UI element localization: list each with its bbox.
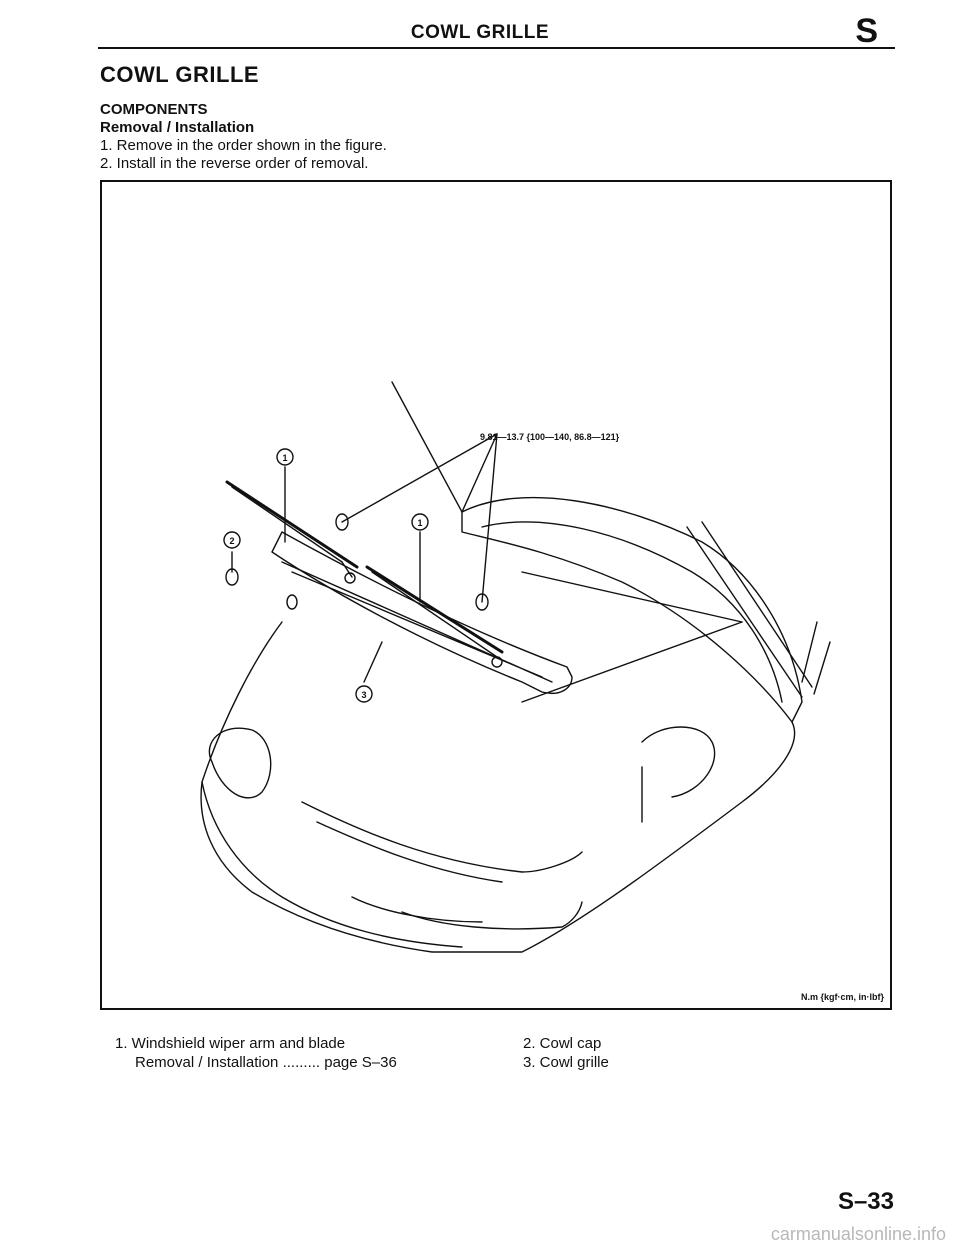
hood-outline <box>462 498 802 722</box>
grille-lower <box>317 822 502 882</box>
callout-number-1b: 1 <box>417 518 423 528</box>
instruction-step-2: 2. Install in the reverse order of removal. <box>100 155 369 172</box>
legend-item-3: 3. Cowl grille <box>523 1054 609 1071</box>
cowl-grille-illustration <box>102 182 894 1012</box>
leader-torque-2 <box>482 434 497 602</box>
callout-number-2: 2 <box>229 536 235 546</box>
torque-spec-label: 9.81—13.7 {100—140, 86.8—121} <box>480 432 620 442</box>
cowl-grille-panel <box>272 532 572 693</box>
legend-left <box>115 1034 397 1072</box>
header-title: COWL GRILLE <box>410 22 550 43</box>
page-number: S–33 <box>837 1188 894 1215</box>
hood-edge-line <box>802 622 817 682</box>
callout-number-3: 3 <box>361 690 367 700</box>
front-lower-edge <box>352 897 482 922</box>
removal-installation-heading: Removal / Installation <box>100 119 255 136</box>
wiper-arm-left <box>232 487 342 562</box>
callout-number-1a: 1 <box>282 453 288 463</box>
cowl-grille-ribs <box>282 562 552 682</box>
header-divider <box>98 47 895 49</box>
component-diagram <box>100 180 892 1010</box>
watermark: carmanualsonline.info <box>770 1224 946 1244</box>
hood-support-rod-2 <box>702 522 812 687</box>
leader-torque-3 <box>342 434 497 522</box>
leader-hood-hinge <box>522 572 742 622</box>
instruction-step-1: 1. Remove in the order shown in the figure. <box>100 137 387 154</box>
bumper-bottom <box>402 902 582 929</box>
legend-item-1-reference: Removal / Installation ......... page S–36 <box>135 1054 397 1071</box>
unit-note: N.m {kgf·cm, in·lbf} <box>800 992 884 1002</box>
leader-top <box>392 382 462 512</box>
hood-support-rod <box>687 527 802 697</box>
grille-opening <box>302 802 582 872</box>
leader-callout-3 <box>364 642 382 682</box>
wiper-blade-left <box>227 482 357 567</box>
fender-right <box>642 727 715 797</box>
legend-item-1: 1. Windshield wiper arm and blade <box>115 1035 346 1052</box>
hood-edge-line-2 <box>814 642 830 694</box>
section-letter: S <box>855 12 878 50</box>
cowl-cap-b <box>287 595 297 609</box>
legend-item-2: 2. Cowl cap <box>523 1035 602 1052</box>
page-title: COWL GRILLE <box>100 62 260 87</box>
legend-right <box>523 1034 609 1072</box>
components-heading: COMPONENTS <box>100 101 208 118</box>
